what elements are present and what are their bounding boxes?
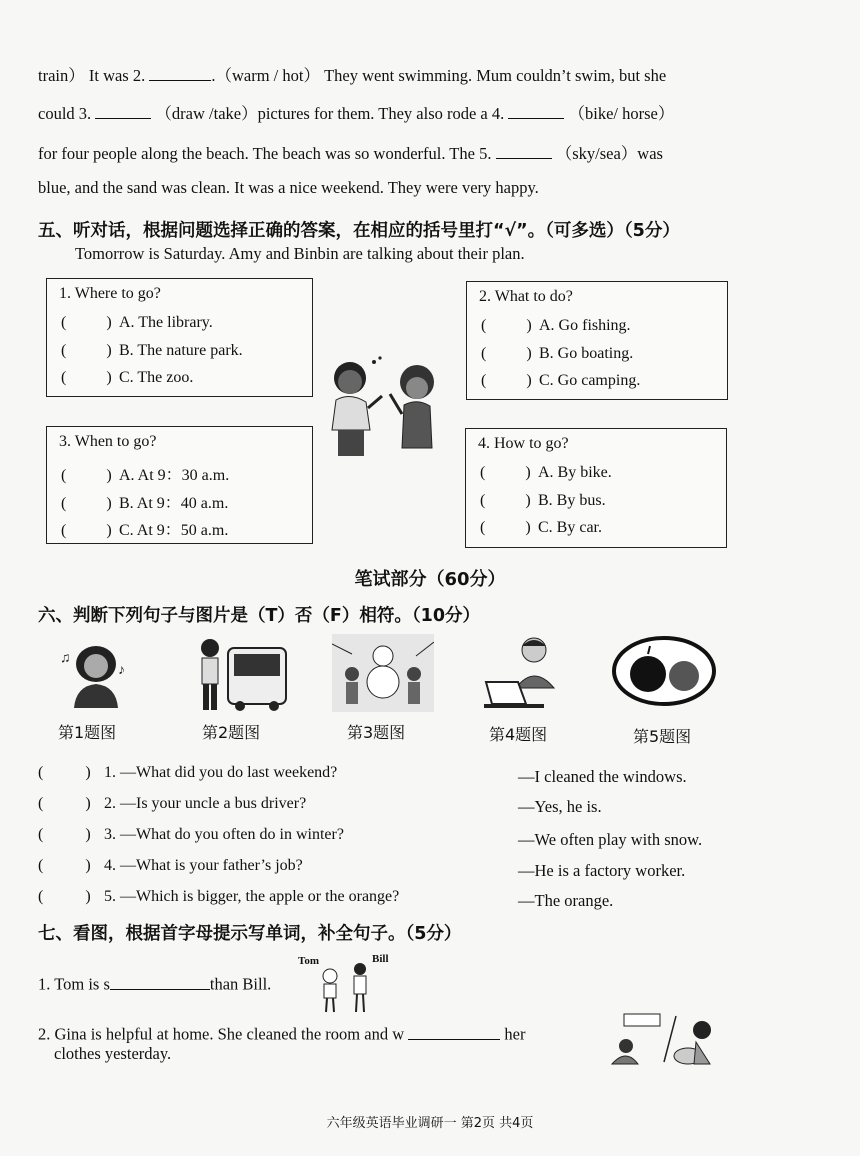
page-footer: 六年级英语毕业调研一 第2页 共4页	[326, 1116, 534, 1131]
tf-answer-1: —I cleaned the windows.	[518, 767, 687, 786]
picture-3-snowman	[332, 634, 434, 712]
question-title: 4. How to go?	[478, 435, 569, 452]
fill-blank-1[interactable]	[110, 972, 210, 990]
question-title: 3. When to go?	[59, 433, 157, 450]
passage-line-3: for four people along the beach. The beach was so wonderful. The 5. （sky/sea）was	[38, 140, 663, 164]
option-a[interactable]: ( ) A. By bike.	[480, 464, 612, 481]
tom-and-bill-image	[314, 962, 378, 1014]
label-bill: Bill	[372, 953, 389, 965]
label-tom: Tom	[298, 955, 319, 967]
section-5-intro: Tomorrow is Saturday. Amy and Binbin are talking about their plan.	[75, 244, 525, 263]
passage-line-4: blue, and the sand was clean. It was a nice weekend. They were very happy.	[38, 178, 539, 197]
caption-1: 第1题图	[58, 723, 117, 742]
question-box-3	[46, 426, 313, 544]
section-5-header: 五、听对话，根据问题选择正确的答案，在相应的括号里打“√”。（可多选）（5分）	[38, 221, 680, 241]
svg-text:♪: ♪	[118, 663, 125, 678]
passage-line-2: could 3. （draw /take）pictures for them. They also rode a 4. （bike/ horse）	[38, 100, 674, 124]
picture-2-bus-driver	[190, 634, 290, 712]
question-box-4	[465, 428, 727, 548]
fill-question-1: 1. Tom is s than Bill.	[38, 972, 271, 995]
caption-2: 第2题图	[202, 723, 261, 742]
fill-question-2: 2. Gina is helpful at home. She cleaned the room and w her	[38, 1022, 525, 1045]
question-title: 2. What to do?	[479, 288, 573, 305]
blank-3[interactable]	[95, 102, 151, 120]
picture-1-singing-girl	[56, 638, 136, 708]
caption-3: 第3题图	[347, 723, 406, 742]
option-c[interactable]: ( ) C. At 9：50 a.m.	[61, 522, 229, 539]
blank-5[interactable]	[496, 142, 552, 160]
blank-4[interactable]	[508, 102, 564, 120]
section-7-header: 七、看图，根据首字母提示写单词，补全句子。（5分）	[38, 924, 462, 944]
passage-line-1: train） It was 2. .（warm / hot） They went swimming. Mum couldn’t swim, but she	[38, 62, 666, 86]
blank-2[interactable]	[149, 64, 211, 82]
question-box-1	[46, 278, 313, 397]
svg-text:♫: ♫	[60, 651, 71, 666]
option-b[interactable]: ( ) B. By bus.	[480, 492, 606, 509]
tf-item-2[interactable]: ( ) 2. —Is your uncle a bus driver?	[38, 795, 307, 812]
tf-answer-2: —Yes, he is.	[518, 797, 602, 816]
fill-blank-2[interactable]	[408, 1022, 500, 1040]
gina-chores-image	[604, 1012, 716, 1068]
tf-item-4[interactable]: ( ) 4. —What is your father’s job?	[38, 857, 303, 874]
tf-item-3[interactable]: ( ) 3. —What do you often do in winter?	[38, 826, 344, 843]
option-c[interactable]: ( ) C. Go camping.	[481, 372, 641, 389]
option-c[interactable]: ( ) C. By car.	[480, 519, 602, 536]
question-box-2	[466, 281, 728, 400]
option-c[interactable]: ( ) C. The zoo.	[61, 369, 194, 386]
option-b[interactable]: ( ) B. At 9：40 a.m.	[61, 495, 229, 512]
caption-4: 第4题图	[489, 725, 548, 744]
section-6-header: 六、判断下列句子与图片是（T）否（F）相符。（10分）	[38, 606, 480, 626]
tf-answer-4: —He is a factory worker.	[518, 861, 686, 880]
tf-answer-5: —The orange.	[518, 891, 614, 910]
tf-item-5[interactable]: ( ) 5. —Which is bigger, the apple or the orange?	[38, 888, 400, 905]
question-title: 1. Where to go?	[59, 285, 161, 302]
option-b[interactable]: ( ) B. The nature park.	[61, 342, 243, 359]
written-part-title: 笔试部分（60分）	[354, 569, 506, 590]
option-b[interactable]: ( ) B. Go boating.	[481, 345, 634, 362]
option-a[interactable]: ( ) A. Go fishing.	[481, 317, 631, 334]
kids-talking-image	[322, 350, 442, 458]
caption-5: 第5题图	[633, 727, 692, 746]
tf-answer-3: —We often play with snow.	[518, 830, 703, 849]
picture-5-apple-orange	[612, 636, 716, 706]
option-a[interactable]: ( ) A. The library.	[61, 314, 213, 331]
picture-4-office-worker	[482, 632, 574, 710]
fill-question-2-cont: clothes yesterday.	[54, 1044, 172, 1063]
option-a[interactable]: ( ) A. At 9：30 a.m.	[61, 467, 230, 484]
tf-item-1[interactable]: ( ) 1. —What did you do last weekend?	[38, 764, 338, 781]
